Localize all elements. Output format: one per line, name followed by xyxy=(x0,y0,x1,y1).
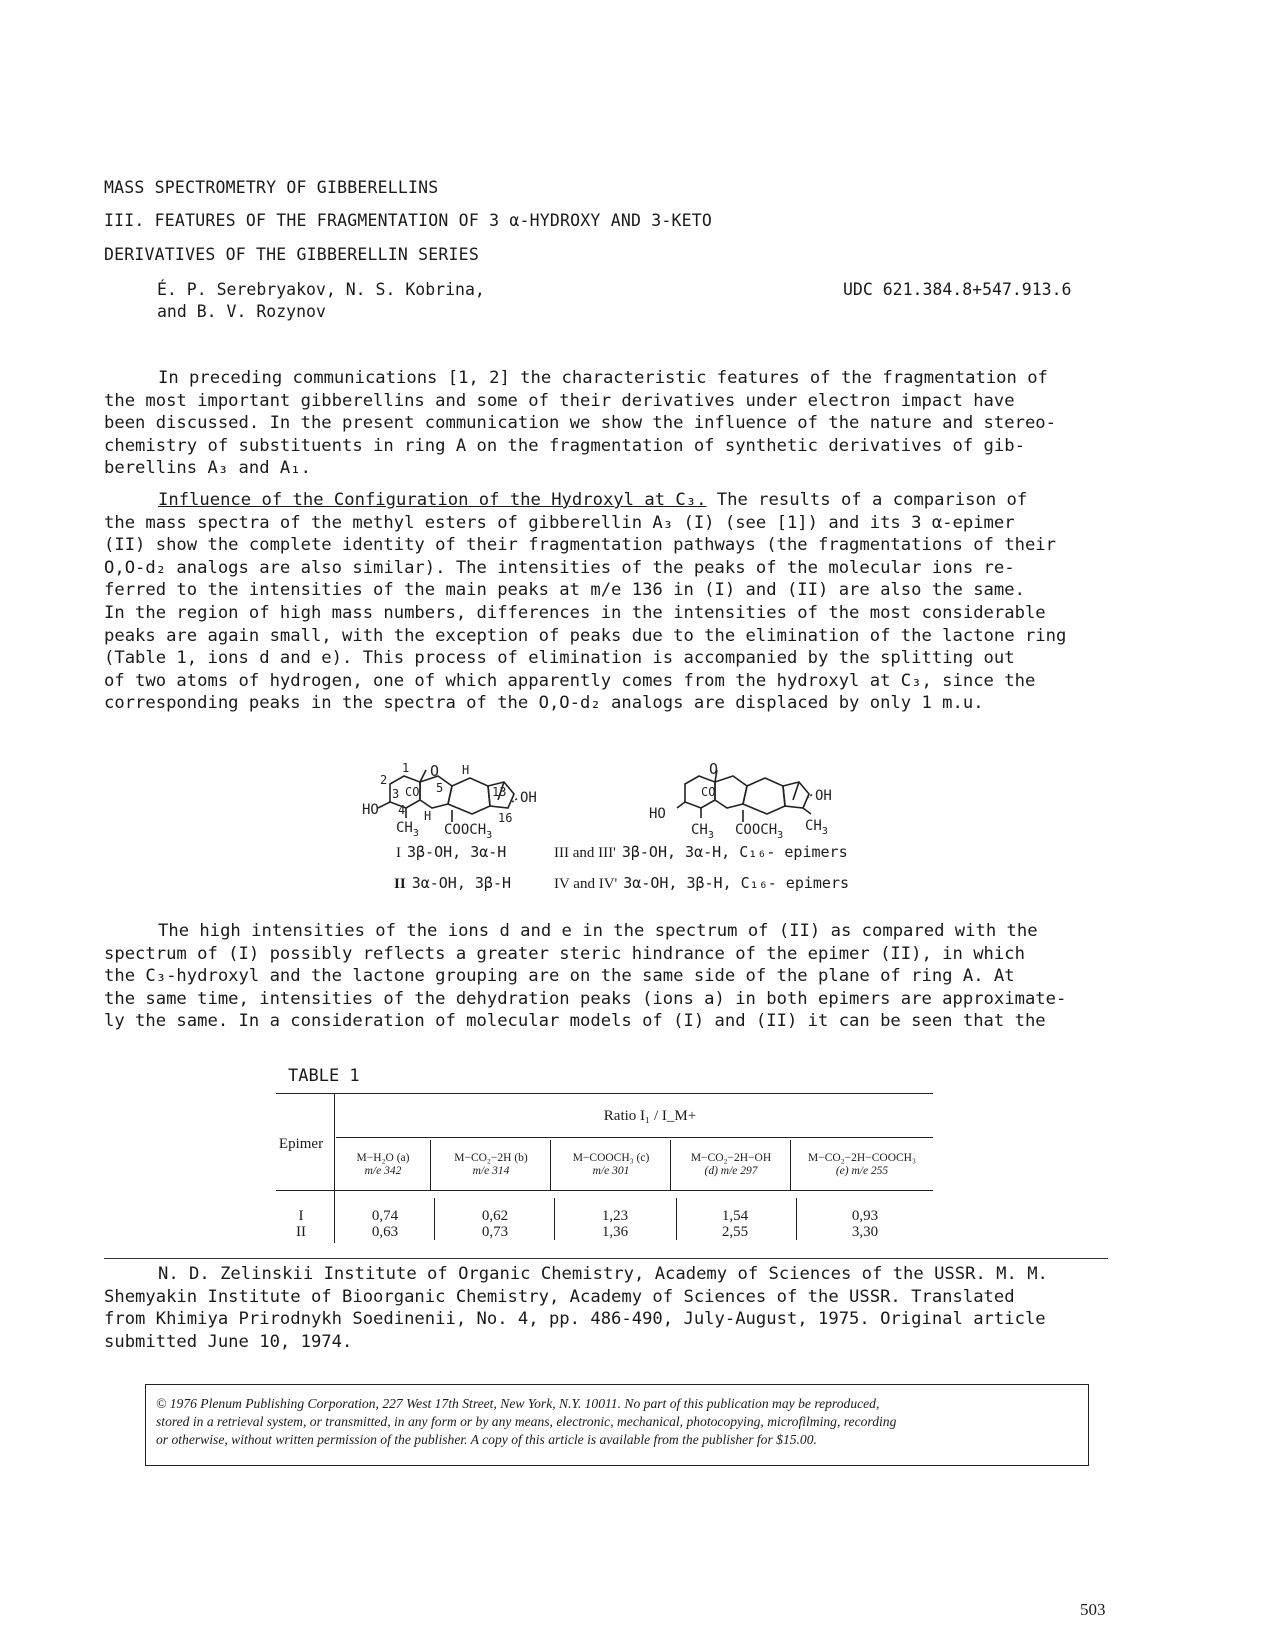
struct-right-ho: HO xyxy=(649,806,666,822)
struct-left-n3: 3 xyxy=(392,787,400,801)
table-rule-v3b xyxy=(676,1198,677,1240)
struct-left-oh: OH xyxy=(520,790,537,806)
ring-b xyxy=(715,776,747,808)
table-cell: 1,54 xyxy=(721,1208,749,1224)
struct-right-o: O xyxy=(709,762,719,778)
table-rule-top xyxy=(276,1093,933,1094)
table-col-b: M−CO₂−2H (b) m/e 314 xyxy=(454,1152,528,1177)
ring-c xyxy=(448,778,490,814)
table-header-epimer: Epimer xyxy=(278,1136,324,1152)
table-rule-v0 xyxy=(334,1093,335,1243)
footnote-affiliations xyxy=(104,1263,1154,1353)
table-rule-ratio xyxy=(336,1137,933,1138)
intro-line: the most important gibberellins and some of their derivatives under electron impact have xyxy=(104,390,1015,411)
copyright-line: stored in a retrieval system, or transmitted, in any form or by any means, electronic, mechanical, photocopying, microfilming, recording xyxy=(156,1414,897,1429)
section1-paragraph xyxy=(104,489,1154,715)
section2-line: The high intensities of the ions d and e in the spectrum of (II) as compared with the xyxy=(158,921,1038,941)
caption-compound-III: III and III' 3β-OH, 3α-H, C₁₆- epimers xyxy=(554,843,848,861)
struct-left-h-mid: H xyxy=(424,809,432,823)
intro-line: been discussed. In the present communication we show the influence of the nature and stereo- xyxy=(104,413,1056,434)
struct-left-n16: 16 xyxy=(498,811,513,825)
struct-right-ch3-b: $CH_3$ xyxy=(805,818,828,837)
struct-right-cooch3: $COOCH_3$ xyxy=(735,822,784,841)
table-cell: 0,63 xyxy=(371,1224,399,1240)
ring-c xyxy=(743,778,785,814)
structure-right xyxy=(645,762,845,842)
intro-line: In preceding communications [1, 2] the characteristic features of the fragmentation of xyxy=(158,368,1048,388)
copyright-notice xyxy=(145,1384,1089,1466)
intro-line: chemistry of substituents in ring A on the fragmentation of synthetic derivatives of gib- xyxy=(104,435,1025,456)
copyright-line: or otherwise, without written permission of the publisher. A copy of this article is available from the publisher for $15.00. xyxy=(156,1432,817,1447)
footnote-line: from Khimiya Prirodnykh Soedinenii, No. 4, pp. 486-490, July-August, 1975. Original article xyxy=(104,1309,1046,1330)
section1-line: In the region of high mass numbers, differences in the intensities of the most considerable xyxy=(104,602,1046,623)
table-col-a: M−H₂O (a) m/e 342 xyxy=(356,1152,410,1177)
section1-line: (II) show the complete identity of their fragmentation pathways (the fragmentations of their xyxy=(104,535,1056,556)
section1-line: corresponding peaks in the spectra of the O,O-d₂ analogs are displaced by only 1 m.u. xyxy=(104,693,984,714)
section1-line: of two atoms of hydrogen, one of which apparently comes from the hydroxyl at C₃, since the xyxy=(104,670,1036,691)
footnote-line: Shemyakin Institute of Bioorganic Chemistry, Academy of Sciences of the USSR. Translated xyxy=(104,1286,1015,1307)
caption-compound-I: I 3β-OH, 3α-H xyxy=(396,843,507,861)
caption-compound-II: II 3α-OH, 3β-H xyxy=(394,874,512,892)
table-rule-v4 xyxy=(790,1140,791,1190)
section1-first-line: The results of a comparison of xyxy=(706,490,1028,510)
table-rule-v2b xyxy=(554,1198,555,1240)
table-col-e: M−CO₂−2H−COOCH₃ (e) m/e 255 xyxy=(808,1152,916,1177)
series-title: MASS SPECTROMETRY OF GIBBERELLINS xyxy=(104,178,439,197)
section1-heading: Influence of the Configuration of the Hydroxyl at C₃. xyxy=(158,490,707,510)
table-header-ratio: Ratio I₁ / I_M+ xyxy=(603,1108,697,1124)
section2-paragraph xyxy=(104,920,1154,1033)
caption-compound-IV: IV and IV' 3α-OH, 3β-H, C₁₆- epimers xyxy=(554,874,850,892)
table-col-c: M−COOCH₃ (c) m/e 301 xyxy=(572,1152,650,1177)
struct-left-n13: 13 xyxy=(492,785,507,799)
table-col-d: M−CO₂−2H−OH (d) m/e 297 xyxy=(690,1152,772,1177)
footnote-line: N. D. Zelinskii Institute of Organic Chemistry, Academy of Sciences of the USSR. M. M. xyxy=(158,1264,1048,1284)
struct-left-n1: 1 xyxy=(402,762,410,775)
table-rule-v1b xyxy=(434,1198,435,1240)
section1-line: ferred to the intensities of the main peaks at m/e 136 in (I) and (II) are also the same. xyxy=(104,580,1025,601)
table-title: TABLE 1 xyxy=(288,1066,360,1086)
table-cell: 0,62 xyxy=(481,1208,509,1224)
struct-left-h-top: H xyxy=(462,763,470,777)
ring-d xyxy=(783,782,809,808)
table-cell: 1,23 xyxy=(601,1208,629,1224)
struct-right-oh: OH xyxy=(815,788,832,804)
table-rule-v4b xyxy=(796,1198,797,1240)
page-number: 503 xyxy=(1080,1600,1106,1619)
authors-line2: and B. V. Rozynov xyxy=(157,302,326,321)
article-title-line1: III. FEATURES OF THE FRAGMENTATION OF 3 α-HYDROXY AND 3-KETO xyxy=(104,211,713,230)
intro-paragraph xyxy=(104,367,1154,480)
article-title-line2: DERIVATIVES OF THE GIBBERELLIN SERIES xyxy=(104,245,479,264)
footnote-line: submitted June 10, 1974. xyxy=(104,1331,353,1352)
structure-left xyxy=(362,762,542,842)
table-rule-v2 xyxy=(550,1140,551,1190)
section2-line: ly the same. In a consideration of molecular models of (I) and (II) it can be seen that the xyxy=(104,1011,1046,1032)
struct-left-o: O xyxy=(430,762,440,780)
table-rule-v1 xyxy=(430,1140,431,1190)
section1-line: (Table 1, ions d and e). This process of elimination is accompanied by the splitting out xyxy=(104,648,1015,669)
table-cell: 3,30 xyxy=(851,1224,879,1240)
struct-left-n5: 5 xyxy=(436,781,444,795)
table-cell: 0,93 xyxy=(851,1208,879,1224)
struct-right-co: CO xyxy=(701,785,716,799)
struct-left-n4: 4 xyxy=(398,803,406,817)
table-rule-header xyxy=(276,1190,933,1191)
footnote-rule xyxy=(104,1258,1108,1259)
struct-right-ch3-a: $CH_3$ xyxy=(691,822,714,841)
table-rule-v3 xyxy=(670,1140,671,1190)
struct-left-co: CO xyxy=(405,785,420,799)
section1-line: peaks are again small, with the exception of peaks due to the elimination of the lactone ring xyxy=(104,625,1067,646)
copyright-line: © 1976 Plenum Publishing Corporation, 227 West 17th Street, New York, N.Y. 10011. No part of this publication may be reproduced, xyxy=(156,1396,880,1411)
table-cell: 0,73 xyxy=(481,1224,509,1240)
authors-line1: É. P. Serebryakov, N. S. Kobrina, xyxy=(157,280,485,299)
struct-left-ho: HO xyxy=(362,802,379,818)
section1-line: the mass spectra of the methyl esters of gibberellin A₃ (I) (see [1]) and its 3 α-epimer xyxy=(104,512,1015,533)
section2-line: the C₃-hydroxyl and the lactone grouping are on the same side of the plane of ring A. At xyxy=(104,966,1015,987)
section2-line: the same time, intensities of the dehydration peaks (ions a) in both epimers are approximate- xyxy=(104,988,1067,1009)
table-cell: 1,36 xyxy=(601,1224,629,1240)
udc-code: UDC 621.384.8+547.913.6 xyxy=(843,280,1072,299)
table-cell: 2,55 xyxy=(721,1224,749,1240)
table-cell: 0,74 xyxy=(371,1208,399,1224)
table-row-epimer: I xyxy=(298,1208,304,1224)
section2-line: spectrum of (I) possibly reflects a greater steric hindrance of the epimer (II), in which xyxy=(104,943,1025,964)
table-row-epimer: II xyxy=(296,1224,306,1240)
intro-line: berellins A₃ and A₁. xyxy=(104,458,311,479)
struct-left-n2: 2 xyxy=(380,773,388,787)
struct-left-ch3: $CH_3$ xyxy=(396,820,419,839)
struct-left-cooch3: $COOCH_3$ xyxy=(444,822,493,841)
section1-line: O,O-d₂ analogs are also similar). The intensities of the peaks of the molecular ions re- xyxy=(104,557,1015,578)
